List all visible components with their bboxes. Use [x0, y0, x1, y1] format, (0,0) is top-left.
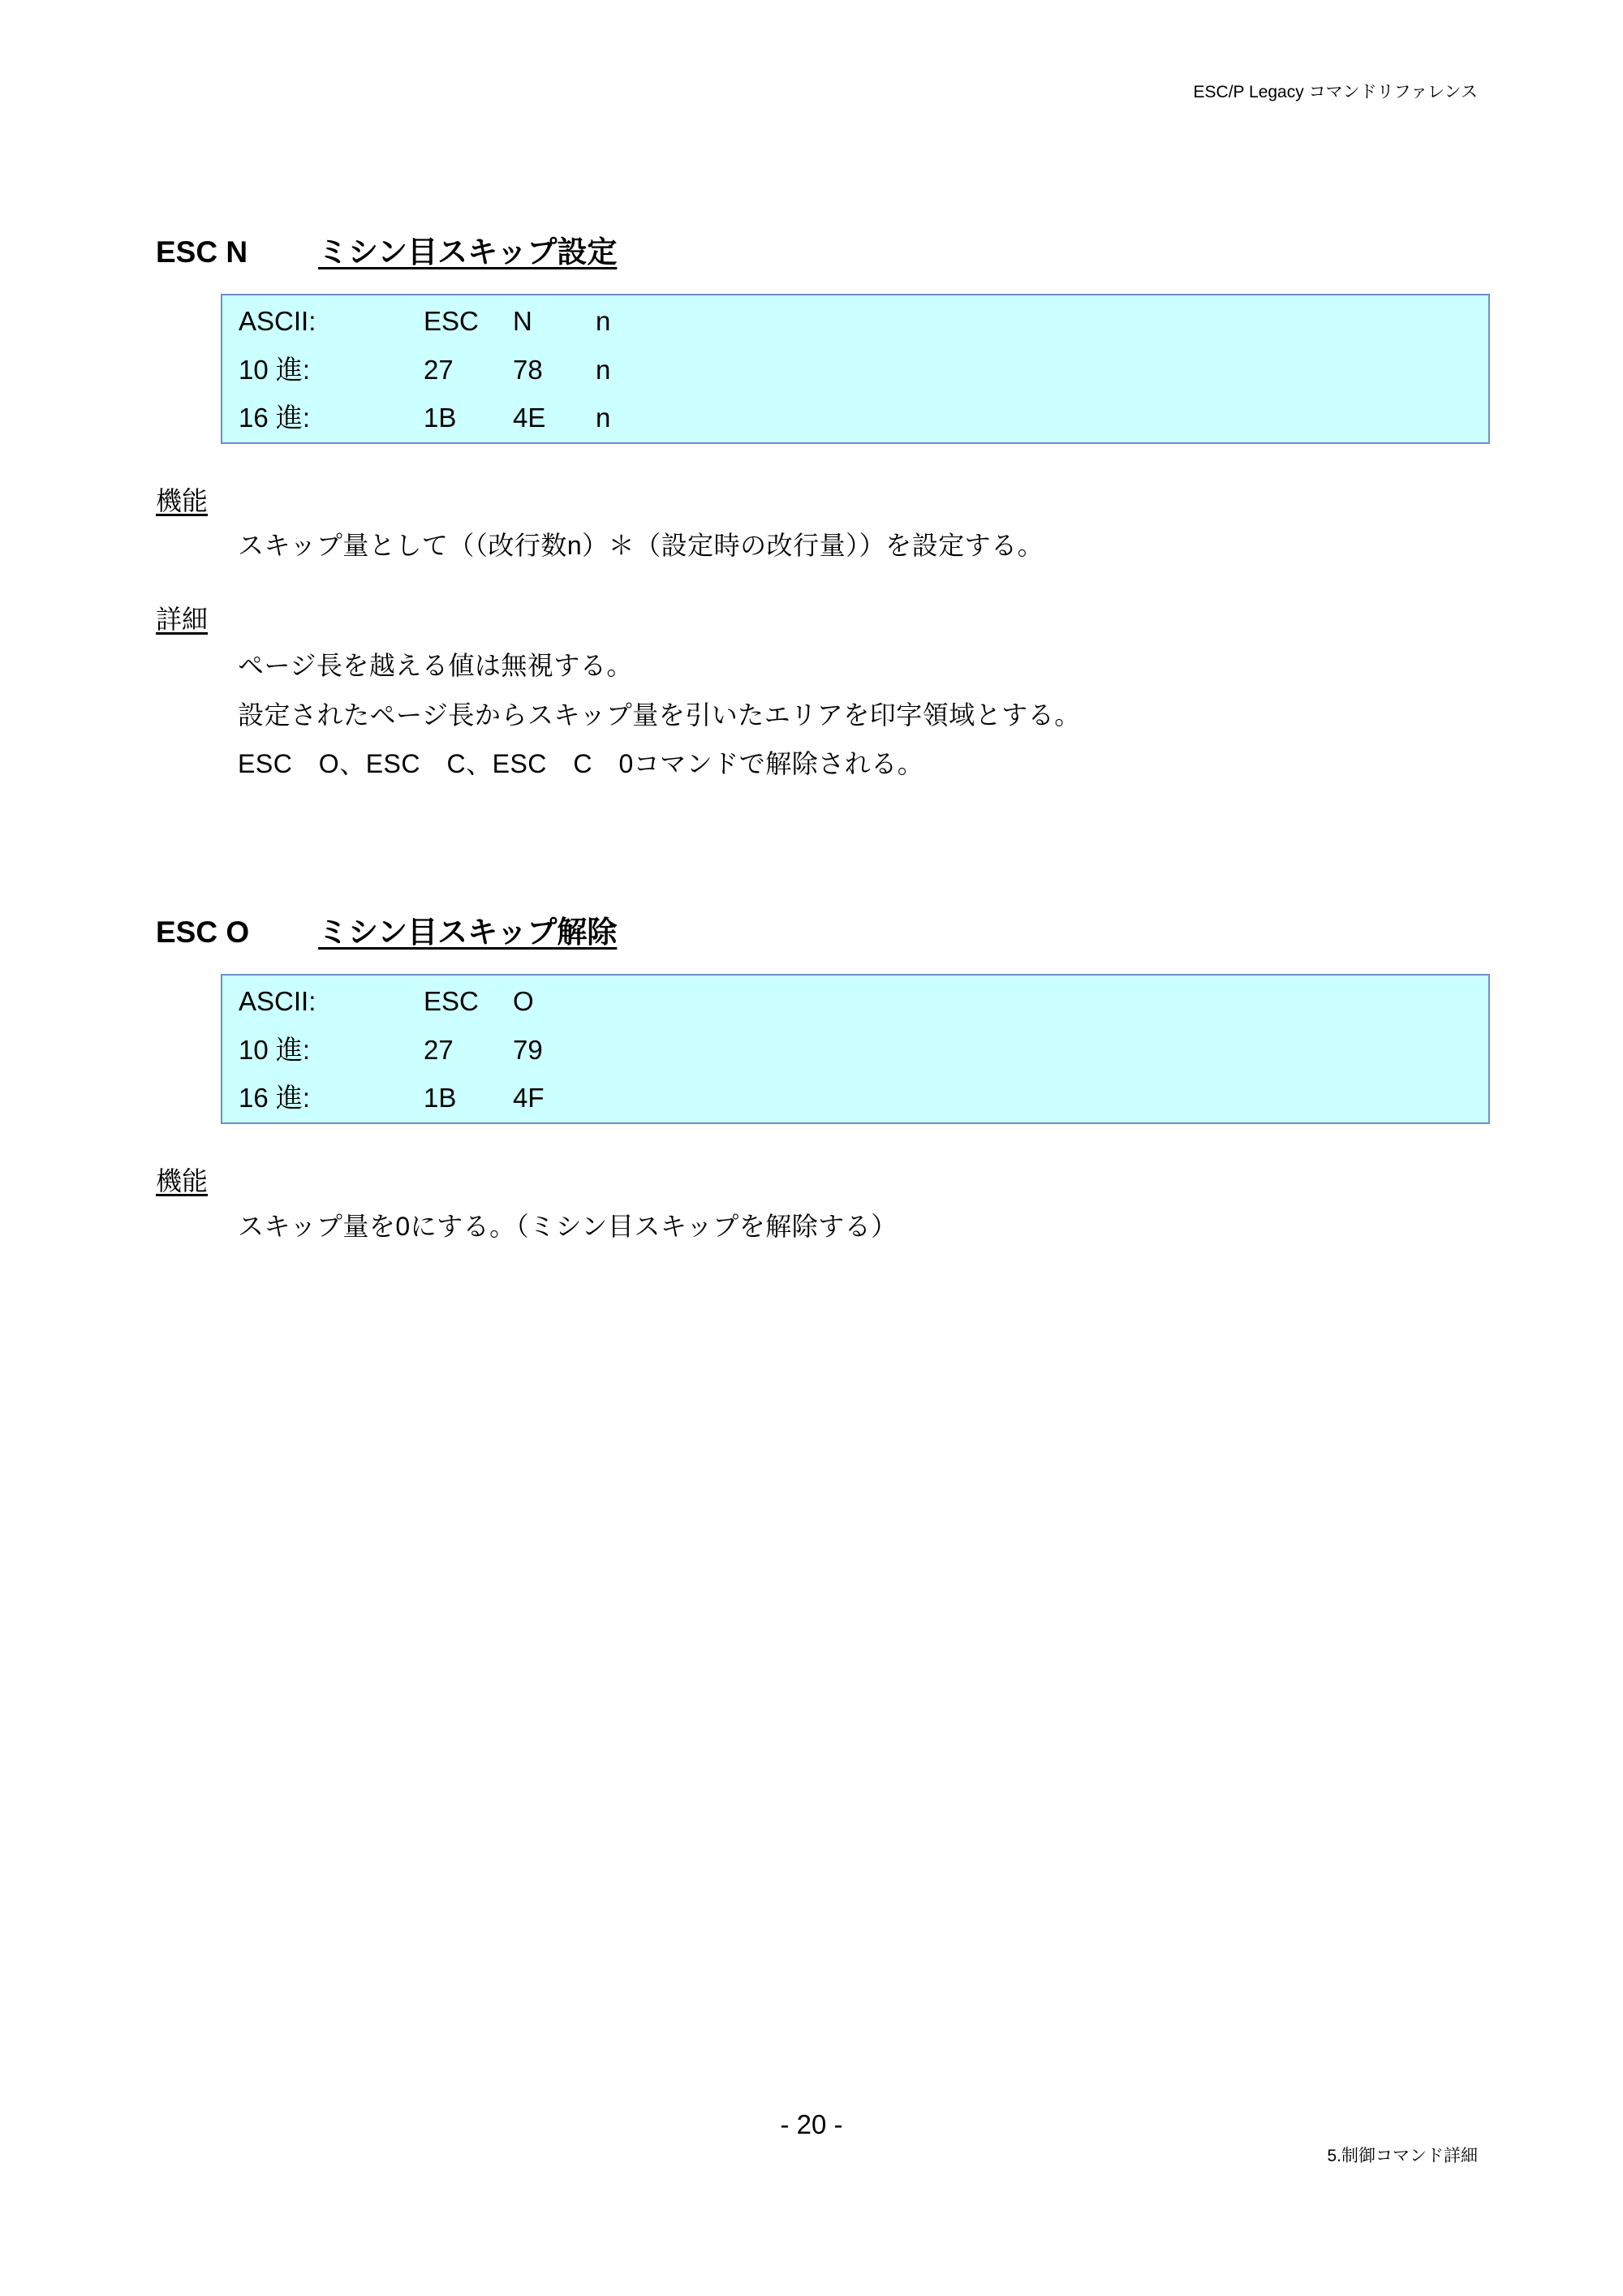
- code-value: ESC: [424, 306, 479, 336]
- row-label: 10 進:: [239, 1035, 311, 1065]
- code-value: 27: [424, 355, 454, 385]
- chapter-footer: 5.制御コマンド詳細: [1327, 2147, 1478, 2165]
- detail-line: ESC O、ESC C、ESC C 0コマンドで解除される。: [238, 749, 924, 778]
- code-value: n: [596, 355, 611, 385]
- code-value: 1B: [424, 403, 457, 433]
- row-label: ASCII:: [239, 986, 316, 1016]
- code-value: 78: [513, 355, 543, 385]
- command-title: [156, 907, 617, 951]
- code-value: 1B: [424, 1083, 457, 1113]
- page-number: - 20 -: [780, 2109, 843, 2139]
- code-value: n: [596, 306, 611, 336]
- row-label: 16 進:: [239, 403, 311, 433]
- function-text: スキップ量として（（改行数n）＊（設定時の改行量））を設定する。: [238, 531, 1044, 560]
- row-label: 16 進:: [239, 1083, 311, 1113]
- code-value: n: [596, 403, 611, 433]
- detail-line: 設定されたページ長からスキップ量を引いたエリアを印字領域とする。: [238, 700, 1081, 730]
- row-label: 10 進:: [239, 355, 311, 385]
- function-heading: 機能: [156, 1166, 209, 1195]
- code-value: 4E: [513, 403, 546, 433]
- code-value: 79: [513, 1035, 543, 1065]
- code-table: [221, 294, 1490, 444]
- row-label: ASCII:: [239, 306, 316, 336]
- command-code: ESC O: [156, 915, 250, 949]
- code-table: [221, 974, 1490, 1124]
- command-title: [156, 227, 617, 271]
- function-heading: 機能: [156, 486, 209, 515]
- code-value: ESC: [424, 986, 479, 1016]
- code-value: 4F: [513, 1083, 545, 1113]
- detail-heading: 詳細: [156, 605, 209, 634]
- command-name: ミシン目スキップ設定: [318, 235, 618, 269]
- command-name: ミシン目スキップ解除: [318, 915, 618, 949]
- code-value: O: [513, 986, 534, 1016]
- code-value: N: [513, 306, 532, 336]
- command-code: ESC N: [156, 235, 248, 269]
- function-text: スキップ量を0にする。（ミシン目スキップを解除する）: [238, 1212, 898, 1241]
- detail-line: ページ長を越える値は無視する。: [238, 651, 633, 680]
- page-header: ESC/P Legacy コマンドリファレンス: [1193, 83, 1478, 101]
- code-value: 27: [424, 1035, 454, 1065]
